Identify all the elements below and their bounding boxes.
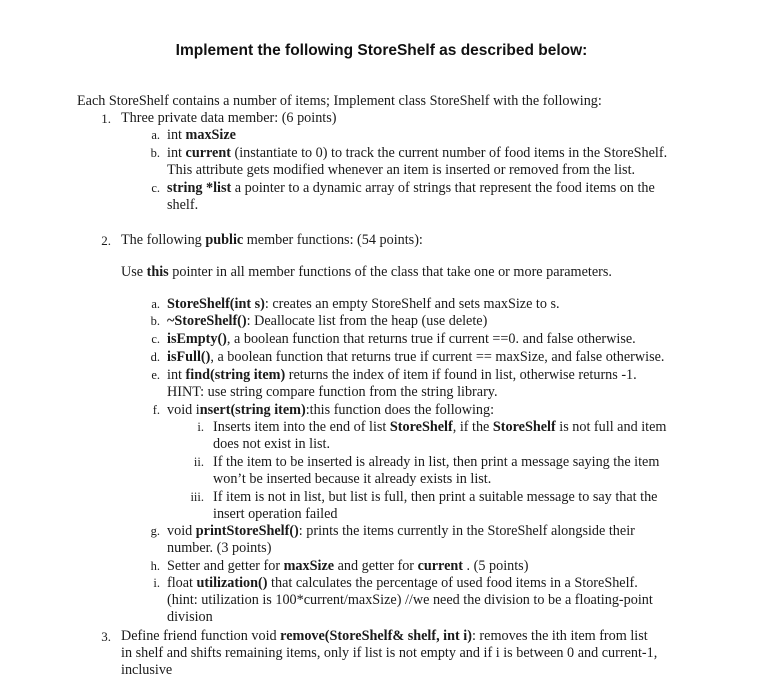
- s2-f-text: void insert(string item):this function does the following:: [167, 402, 495, 418]
- section-3-text-line3: inclusive: [121, 662, 173, 678]
- s2-f-iii-text: If item is not in list, but list is full, then print a suitable message to say that the: [213, 489, 658, 505]
- s2-d-text: isFull(), a boolean function that returns true if current == maxSize, and false otherwise.: [167, 349, 665, 365]
- use-this-note: Use this pointer in all member functions of the class that take one or more parameters.: [121, 264, 612, 280]
- s2-e-text-line2: HINT: use string compare function from the string library.: [167, 384, 498, 400]
- s2-g-text-line2: number. (3 points): [167, 540, 272, 556]
- s2-f-label: f.: [152, 403, 160, 417]
- section-3-text: Define friend function void remove(StoreShelf& shelf, int i): removes the ith item from list: [121, 628, 648, 644]
- s1-c-text-line2: shelf.: [167, 197, 199, 213]
- section-3-text-line2: in shelf and shifts remaining items, only if list is not empty and if i is between 0 and current-1,: [121, 645, 658, 661]
- s1-a-label: a.: [151, 128, 160, 142]
- section-1-text: Three private data member: (6 points): [121, 110, 337, 126]
- s2-h-label: h.: [150, 559, 160, 573]
- s2-e-label: e.: [151, 368, 160, 382]
- section-2-number: 2.: [101, 233, 111, 248]
- s2-b-text: ~StoreShelf(): Deallocate list from the heap (use delete): [167, 313, 488, 329]
- s2-i-label: i.: [153, 576, 160, 590]
- s2-c-label: c.: [151, 332, 160, 346]
- s2-f-ii-text: If the item to be inserted is already in list, then print a message saying the item: [213, 454, 660, 470]
- s1-a-text: int maxSize: [167, 127, 236, 143]
- s2-f-ii-text-line2: won’t be inserted because it already exists in list.: [213, 471, 492, 487]
- s2-a-label: a.: [151, 297, 160, 311]
- s2-g-label: g.: [150, 524, 160, 538]
- section-2-text: The following public member functions: (54 points):: [121, 232, 423, 248]
- intro-text: Each StoreShelf contains a number of items; Implement class StoreShelf with the following:: [77, 93, 602, 109]
- s2-c-text: isEmpty(), a boolean function that returns true if current ==0. and false otherwise.: [167, 331, 636, 347]
- s2-d-label: d.: [150, 350, 160, 364]
- s1-b-text: int current (instantiate to 0) to track the current number of food items in the StoreShelf.: [167, 145, 668, 161]
- s1-b-text-line2: This attribute gets modified whenever an item is inserted or removed from the list.: [167, 162, 636, 178]
- s2-a-text: StoreShelf(int s): creates an empty StoreShelf and sets maxSize to s.: [167, 296, 560, 312]
- s1-b-label: b.: [150, 146, 160, 160]
- s2-f-iii-text-line2: insert operation failed: [213, 506, 338, 522]
- s2-i-text: float utilization() that calculates the percentage of used food items in a StoreShelf.: [167, 575, 638, 591]
- s2-g-text: void printStoreShelf(): prints the items currently in the StoreShelf alongside their: [167, 523, 635, 539]
- s2-f-i-text: Inserts item into the end of list StoreShelf, if the StoreShelf is not full and item: [213, 419, 667, 435]
- s2-f-i-label: i.: [197, 420, 204, 434]
- s1-c-text: string *list a pointer to a dynamic array of strings that represent the food items on the: [167, 180, 655, 196]
- s2-f-i-text-line2: does not exist in list.: [213, 436, 331, 452]
- page-title: Implement the following StoreShelf as described below:: [175, 42, 588, 59]
- s2-f-ii-label: ii.: [193, 455, 204, 469]
- s2-f-iii-label: iii.: [190, 490, 204, 504]
- s2-i-text-line2: (hint: utilization is 100*current/maxSize) //we need the division to be a floating-point: [167, 592, 653, 608]
- s2-e-text: int find(string item) returns the index of item if found in list, otherwise returns -1.: [167, 367, 637, 383]
- section-3-number: 3.: [101, 629, 111, 644]
- s2-h-text: Setter and getter for maxSize and getter for current . (5 points): [167, 558, 529, 574]
- s2-b-label: b.: [150, 314, 160, 328]
- section-1-number: 1.: [101, 111, 111, 126]
- s2-i-text-line3: division: [167, 609, 213, 625]
- s1-c-label: c.: [151, 181, 160, 195]
